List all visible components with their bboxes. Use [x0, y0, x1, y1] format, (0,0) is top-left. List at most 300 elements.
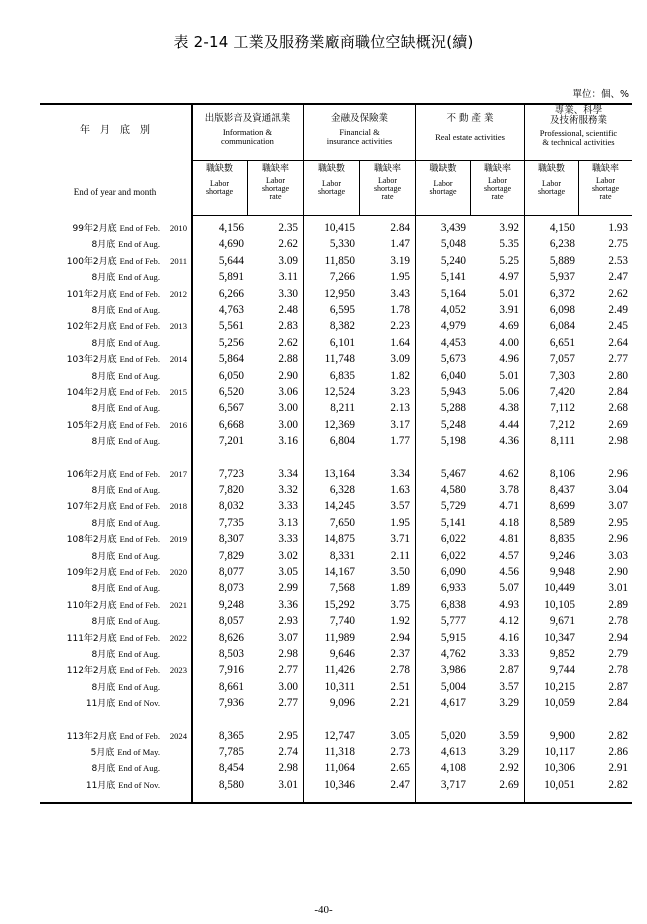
row-label-year: 2023	[169, 665, 187, 676]
page-number: -40-	[314, 904, 333, 916]
row-label-zh: 104年2月底	[66, 388, 117, 398]
cell-shortage-rate: 2.75	[608, 238, 628, 251]
cell-shortage-rate: 3.00	[278, 418, 298, 431]
cell-shortage-rate: 3.13	[278, 516, 298, 529]
sub-header-rate	[471, 165, 524, 201]
cell-labor-shortage: 9,900	[549, 729, 575, 742]
cell-shortage-rate: 3.06	[278, 386, 298, 398]
row-label-zh: 8月底	[91, 764, 116, 775]
cell-shortage-rate: 3.92	[499, 222, 519, 234]
cell-shortage-rate: 3.57	[499, 680, 519, 693]
cell-shortage-rate: 3.34	[278, 467, 298, 480]
cell-labor-shortage: 5,330	[329, 238, 355, 251]
cell-labor-shortage: 5,644	[218, 254, 244, 267]
group-header-zh: 金融及保險業	[330, 113, 388, 124]
cell-labor-shortage: 4,762	[440, 648, 466, 660]
cell-shortage-rate: 1.92	[390, 615, 410, 628]
cell-shortage-rate: 2.83	[278, 320, 298, 333]
cell-labor-shortage: 9,852	[549, 648, 575, 660]
cell-labor-shortage: 8,307	[218, 533, 244, 546]
row-label-zh: 99年2月底	[72, 224, 117, 234]
sub-header-en: Labor	[487, 176, 508, 186]
cell-labor-shortage: 5,729	[440, 500, 466, 513]
row-label-en: End of Feb.	[119, 534, 160, 545]
row-label-en: End of Feb.	[119, 223, 160, 233]
sub-header-en: shortage	[261, 184, 290, 194]
cell-labor-shortage: 10,306	[544, 762, 575, 775]
cell-labor-shortage: 5,943	[440, 386, 466, 398]
cell-labor-shortage: 10,117	[544, 746, 575, 758]
cell-shortage-rate: 2.47	[608, 271, 628, 284]
cell-shortage-rate: 3.75	[390, 598, 410, 611]
cell-shortage-rate: 3.59	[499, 729, 519, 742]
group-header-zh: 出版影音及資通訊業	[204, 113, 291, 124]
cell-labor-shortage: 6,328	[329, 484, 355, 496]
cell-shortage-rate: 3.29	[499, 697, 519, 710]
cell-labor-shortage: 8,580	[218, 778, 244, 791]
row-label-zh: 11月底	[85, 780, 116, 791]
cell-labor-shortage: 5,240	[440, 254, 466, 267]
cell-labor-shortage: 5,198	[440, 435, 466, 448]
cell-labor-shortage: 7,420	[549, 386, 575, 398]
row-label-en: End of Aug.	[118, 517, 160, 528]
stub-header-zh: 年 月 底 別	[80, 125, 150, 136]
sub-header-zh: 職缺數	[205, 164, 233, 174]
cell-shortage-rate: 3.01	[278, 778, 298, 791]
cell-labor-shortage: 9,948	[549, 566, 575, 578]
row-label-zh: 106年2月底	[66, 469, 117, 480]
cell-shortage-rate: 1.47	[390, 238, 410, 251]
cell-labor-shortage: 4,156	[218, 222, 244, 234]
cell-shortage-rate: 2.21	[390, 697, 410, 710]
cell-shortage-rate: 2.94	[608, 631, 628, 644]
row-label-zh: 109年2月底	[66, 568, 117, 578]
cell-labor-shortage: 3,986	[440, 664, 466, 677]
cell-labor-shortage: 10,105	[544, 598, 575, 611]
cell-shortage-rate: 2.62	[278, 336, 298, 349]
cell-shortage-rate: 3.78	[499, 484, 519, 496]
cell-shortage-rate: 3.16	[278, 435, 298, 448]
row-label	[40, 433, 190, 449]
row-label	[40, 482, 190, 498]
cell-labor-shortage: 5,020	[440, 729, 466, 742]
cell-labor-shortage: 6,838	[440, 598, 466, 611]
sub-header-en: Labor	[321, 179, 342, 189]
cell-shortage-rate: 1.77	[390, 435, 410, 448]
row-label	[40, 400, 190, 416]
sub-header-en: rate	[269, 192, 282, 202]
cell-labor-shortage: 4,690	[218, 238, 244, 251]
cell-shortage-rate: 2.91	[608, 762, 628, 775]
row-label	[40, 728, 190, 744]
cell-shortage-rate: 2.69	[608, 418, 628, 431]
cell-labor-shortage: 4,150	[549, 222, 575, 234]
row-label-en: End of Feb.	[119, 419, 160, 430]
cell-labor-shortage: 6,266	[218, 287, 244, 300]
cell-shortage-rate: 2.80	[608, 369, 628, 382]
cell-labor-shortage: 4,453	[440, 336, 466, 349]
cell-shortage-rate: 2.23	[390, 320, 410, 333]
cell-shortage-rate: 1.63	[390, 484, 410, 496]
cell-shortage-rate: 2.62	[608, 287, 628, 300]
sub-header-en: shortage	[373, 184, 402, 194]
cell-labor-shortage: 4,979	[440, 320, 466, 333]
cell-shortage-rate: 1.95	[390, 516, 410, 529]
cell-shortage-rate: 3.11	[278, 271, 298, 284]
row-label-en: End of Feb.	[119, 321, 160, 332]
cell-shortage-rate: 3.50	[390, 566, 410, 578]
cell-labor-shortage: 11,064	[324, 762, 355, 775]
cell-labor-shortage: 7,650	[329, 516, 355, 529]
cell-shortage-rate: 1.93	[608, 222, 628, 234]
sub-header-rate	[248, 165, 303, 201]
cell-labor-shortage: 6,835	[329, 369, 355, 382]
cell-labor-shortage: 7,568	[329, 582, 355, 595]
cell-shortage-rate: 2.77	[278, 697, 298, 710]
cell-labor-shortage: 5,561	[218, 320, 244, 333]
cell-labor-shortage: 12,747	[324, 729, 355, 742]
row-label-zh: 5月底	[90, 748, 115, 758]
cell-shortage-rate: 1.78	[390, 304, 410, 316]
row-label-zh: 8月底	[91, 518, 116, 529]
sub-header-en: shortage	[483, 184, 512, 194]
cell-labor-shortage: 7,740	[329, 615, 355, 628]
cell-shortage-rate: 3.43	[390, 287, 410, 300]
cell-labor-shortage: 11,850	[324, 254, 355, 267]
row-label-zh: 8月底	[91, 437, 116, 448]
cell-shortage-rate: 2.93	[278, 615, 298, 628]
cell-labor-shortage: 15,292	[324, 598, 355, 611]
row-label	[40, 515, 190, 531]
cell-shortage-rate: 2.13	[390, 402, 410, 415]
sub-header-en: Labor	[595, 176, 616, 186]
row-label-zh: 8月底	[91, 306, 116, 316]
cell-shortage-rate: 2.78	[608, 664, 628, 677]
cell-shortage-rate: 3.23	[390, 386, 410, 398]
row-label	[40, 646, 190, 662]
row-label	[40, 236, 190, 252]
cell-labor-shortage: 6,040	[440, 369, 466, 382]
row-label-year: 2011	[170, 255, 187, 266]
header-bottom-rule	[192, 215, 632, 216]
row-label-en: End of Aug.	[118, 337, 160, 348]
sub-header-shortage	[525, 165, 578, 196]
cell-shortage-rate: 2.49	[608, 304, 628, 316]
row-label	[40, 286, 190, 302]
cell-shortage-rate: 2.92	[499, 762, 519, 775]
sub-header-en: shortage	[205, 187, 234, 197]
row-label-en: End of Feb.	[119, 255, 160, 266]
cell-labor-shortage: 10,346	[324, 778, 355, 791]
cell-labor-shortage: 7,201	[218, 435, 244, 448]
row-label-year: 2021	[169, 599, 187, 610]
row-label	[40, 269, 190, 285]
cell-shortage-rate: 2.87	[608, 680, 628, 693]
cell-shortage-rate: 3.33	[278, 500, 298, 513]
cell-shortage-rate: 2.78	[608, 615, 628, 628]
cell-labor-shortage: 11,989	[324, 631, 355, 644]
cell-shortage-rate: 2.48	[278, 304, 298, 316]
row-label-en: End of Feb.	[119, 387, 160, 397]
group-header-zh: 不 動 產 業	[446, 113, 494, 124]
sub-header-shortage	[304, 165, 359, 196]
row-label	[40, 531, 190, 547]
group-header-info-comm	[192, 114, 303, 146]
sub-header-en: rate	[599, 192, 612, 202]
row-label-en: End of Aug.	[118, 272, 160, 283]
cell-shortage-rate: 2.51	[390, 680, 410, 693]
group-header-rule	[192, 160, 632, 161]
cell-labor-shortage: 6,090	[440, 566, 466, 578]
row-label-zh: 105年2月底	[66, 420, 117, 431]
row-label-year: 2017	[169, 468, 187, 479]
row-label	[40, 630, 190, 646]
row-label-zh: 8月底	[91, 240, 116, 251]
cell-labor-shortage: 4,617	[440, 697, 466, 710]
row-label-zh: 8月底	[91, 584, 116, 595]
cell-labor-shortage: 6,520	[218, 386, 244, 398]
cell-labor-shortage: 7,829	[218, 549, 244, 562]
sub-header-rate	[360, 165, 415, 201]
row-label-zh: 8月底	[91, 682, 116, 693]
cell-labor-shortage: 13,164	[324, 467, 355, 480]
cell-shortage-rate: 2.96	[608, 533, 628, 546]
sub-header-en: shortage	[317, 187, 346, 197]
cell-labor-shortage: 5,864	[218, 353, 244, 366]
cell-shortage-rate: 5.25	[499, 254, 519, 267]
row-label-en: End of Feb.	[119, 354, 160, 365]
cell-labor-shortage: 10,449	[544, 582, 575, 595]
cell-shortage-rate: 4.97	[499, 271, 519, 284]
row-label-year: 2010	[169, 223, 187, 233]
cell-shortage-rate: 5.01	[499, 287, 519, 300]
cell-labor-shortage: 4,763	[218, 304, 244, 316]
cell-labor-shortage: 7,785	[218, 746, 244, 758]
row-label-en: End of Aug.	[118, 239, 160, 250]
sub-header-zh: 職缺數	[317, 164, 345, 174]
cell-labor-shortage: 8,835	[549, 533, 575, 546]
cell-shortage-rate: 4.44	[499, 418, 519, 431]
cell-labor-shortage: 6,238	[549, 238, 575, 251]
row-label	[40, 744, 190, 760]
cell-labor-shortage: 9,096	[329, 697, 355, 710]
row-label	[40, 417, 190, 433]
row-label-en: End of Feb.	[119, 730, 160, 741]
row-label-en: End of Aug.	[118, 436, 160, 447]
cell-labor-shortage: 10,051	[544, 778, 575, 791]
cell-labor-shortage: 11,426	[324, 664, 355, 677]
row-label-zh: 8月底	[91, 338, 116, 349]
row-label-zh: 103年2月底	[66, 355, 117, 366]
page-title: 表 2-14 工業及服務業廠商職位空缺概況(續)	[173, 33, 474, 51]
cell-shortage-rate: 3.00	[278, 680, 298, 693]
cell-labor-shortage: 14,167	[324, 566, 355, 578]
row-label-zh: 8月底	[91, 617, 116, 628]
cell-labor-shortage: 9,671	[549, 615, 575, 628]
table-bottom-rule	[40, 802, 632, 804]
cell-shortage-rate: 2.77	[278, 664, 298, 677]
cell-shortage-rate: 2.65	[390, 762, 410, 775]
cell-labor-shortage: 5,141	[440, 516, 466, 529]
cell-shortage-rate: 2.45	[608, 320, 628, 333]
sub-header-en: rate	[381, 192, 394, 202]
cell-labor-shortage: 8,032	[218, 500, 244, 513]
cell-labor-shortage: 6,595	[329, 304, 355, 316]
cell-shortage-rate: 1.89	[390, 582, 410, 595]
sub-header-zh: 職缺率	[373, 164, 401, 174]
cell-shortage-rate: 2.37	[390, 648, 410, 660]
cell-shortage-rate: 3.30	[278, 287, 298, 300]
cell-shortage-rate: 2.35	[278, 222, 298, 234]
cell-labor-shortage: 14,245	[324, 500, 355, 513]
row-label-zh: 8月底	[91, 273, 116, 284]
cell-shortage-rate: 2.79	[608, 648, 628, 660]
row-label-year: 2022	[169, 632, 187, 643]
cell-labor-shortage: 7,112	[550, 402, 575, 415]
cell-shortage-rate: 3.34	[390, 467, 410, 480]
cell-shortage-rate: 2.96	[608, 467, 628, 480]
cell-labor-shortage: 6,022	[440, 533, 466, 546]
cell-labor-shortage: 6,372	[549, 287, 575, 300]
row-label-en: End of Aug.	[118, 649, 160, 659]
cell-shortage-rate: 4.71	[499, 500, 519, 513]
cell-labor-shortage: 10,215	[544, 680, 575, 693]
cell-labor-shortage: 7,735	[218, 516, 244, 529]
cell-labor-shortage: 6,084	[549, 320, 575, 333]
group-header-en: & technical activities	[542, 136, 615, 147]
cell-labor-shortage: 8,211	[330, 402, 355, 415]
cell-shortage-rate: 4.00	[499, 336, 519, 349]
cell-labor-shortage: 10,347	[544, 631, 575, 644]
cell-shortage-rate: 2.68	[608, 402, 628, 415]
group-header-en: communication	[221, 135, 274, 146]
cell-shortage-rate: 5.35	[499, 238, 519, 251]
row-label-en: End of May.	[117, 747, 160, 757]
cell-labor-shortage: 8,057	[218, 615, 244, 628]
cell-shortage-rate: 4.57	[499, 549, 519, 562]
cell-shortage-rate: 2.69	[499, 778, 519, 791]
cell-shortage-rate: 3.02	[278, 549, 298, 562]
cell-shortage-rate: 4.36	[499, 435, 519, 448]
row-label-en: End of Aug.	[118, 403, 160, 414]
cell-shortage-rate: 3.09	[390, 353, 410, 366]
cell-shortage-rate: 2.84	[608, 697, 628, 710]
table-top-rule	[40, 103, 632, 105]
cell-labor-shortage: 9,744	[549, 664, 575, 677]
cell-shortage-rate: 5.07	[499, 582, 519, 595]
row-label	[40, 498, 190, 514]
cell-shortage-rate: 1.64	[390, 336, 410, 349]
stub-header-en: End of year and month	[73, 187, 157, 197]
row-label-en: End of Feb.	[119, 501, 160, 512]
sub-header-zh: 職缺數	[537, 164, 565, 174]
sub-header-en: Labor	[433, 179, 453, 189]
cell-labor-shortage: 6,101	[329, 336, 355, 349]
cell-labor-shortage: 11,318	[324, 746, 355, 758]
row-label-en: End of Aug.	[118, 763, 160, 774]
cell-labor-shortage: 5,673	[440, 353, 466, 366]
cell-shortage-rate: 2.64	[608, 336, 628, 349]
cell-shortage-rate: 2.73	[390, 746, 410, 758]
cell-labor-shortage: 6,098	[549, 304, 575, 316]
row-label	[40, 760, 190, 776]
cell-shortage-rate: 4.69	[499, 320, 519, 333]
cell-labor-shortage: 8,382	[329, 320, 355, 333]
row-label-zh: 8月底	[91, 650, 116, 660]
cell-labor-shortage: 5,004	[440, 680, 466, 693]
cell-shortage-rate: 2.77	[608, 353, 628, 366]
cell-shortage-rate: 2.82	[608, 778, 628, 791]
sub-header-en: shortage	[591, 184, 620, 194]
cell-shortage-rate: 2.95	[278, 729, 298, 742]
row-label-zh: 8月底	[91, 551, 116, 562]
cell-labor-shortage: 5,937	[549, 271, 575, 284]
row-label-zh: 101年2月底	[66, 289, 117, 300]
cell-shortage-rate: 2.87	[499, 664, 519, 677]
row-label	[40, 335, 190, 351]
cell-shortage-rate: 2.90	[608, 566, 628, 578]
row-label-en: End of Feb.	[119, 632, 160, 643]
row-label-year: 2016	[169, 419, 187, 430]
cell-labor-shortage: 6,050	[218, 369, 244, 382]
cell-shortage-rate: 3.29	[499, 746, 519, 758]
row-label	[40, 695, 190, 711]
row-label-zh: 107年2月底	[66, 502, 117, 513]
sub-header-zh: 職缺數	[429, 164, 457, 174]
cell-labor-shortage: 5,288	[440, 402, 466, 415]
sub-header-en: Labor	[541, 179, 562, 189]
cell-shortage-rate: 3.32	[278, 484, 298, 496]
group-header-real-estate	[416, 114, 524, 142]
cell-shortage-rate: 2.94	[390, 631, 410, 644]
row-label-zh: 108年2月底	[66, 535, 117, 546]
cell-shortage-rate: 4.81	[499, 533, 519, 546]
row-label	[40, 466, 190, 482]
cell-labor-shortage: 7,820	[218, 484, 244, 496]
cell-labor-shortage: 5,048	[440, 238, 466, 251]
cell-labor-shortage: 8,365	[218, 729, 244, 742]
cell-labor-shortage: 3,439	[440, 222, 466, 234]
cell-shortage-rate: 2.86	[608, 746, 628, 758]
sub-header-en: shortage	[537, 187, 566, 197]
cell-shortage-rate: 2.74	[278, 746, 298, 758]
row-label-zh: 8月底	[91, 371, 116, 382]
group-header-en: Professional, scientific	[539, 127, 618, 138]
cell-labor-shortage: 5,141	[440, 271, 466, 284]
cell-labor-shortage: 8,699	[549, 500, 575, 513]
cell-shortage-rate: 3.09	[278, 254, 298, 267]
row-label	[40, 662, 190, 678]
sub-header-en: Labor	[209, 179, 230, 189]
cell-shortage-rate: 2.11	[390, 549, 410, 562]
cell-shortage-rate: 3.04	[608, 484, 628, 496]
cell-shortage-rate: 4.18	[499, 516, 519, 529]
cell-labor-shortage: 6,651	[549, 336, 575, 349]
cell-labor-shortage: 5,891	[218, 271, 244, 284]
row-label-year: 2015	[169, 387, 187, 397]
row-label-zh: 8月底	[91, 486, 116, 496]
cell-shortage-rate: 3.05	[390, 729, 410, 742]
cell-shortage-rate: 3.00	[278, 402, 298, 415]
cell-shortage-rate: 2.84	[390, 222, 410, 234]
row-label-en: End of Aug.	[118, 370, 160, 381]
group-header-professional	[525, 106, 632, 147]
sub-header-en: Labor	[265, 176, 286, 186]
row-label-en: End of Aug.	[118, 550, 160, 561]
sub-header-en: rate	[491, 192, 504, 202]
cell-labor-shortage: 10,059	[544, 697, 575, 710]
row-label-year: 2012	[169, 288, 187, 299]
